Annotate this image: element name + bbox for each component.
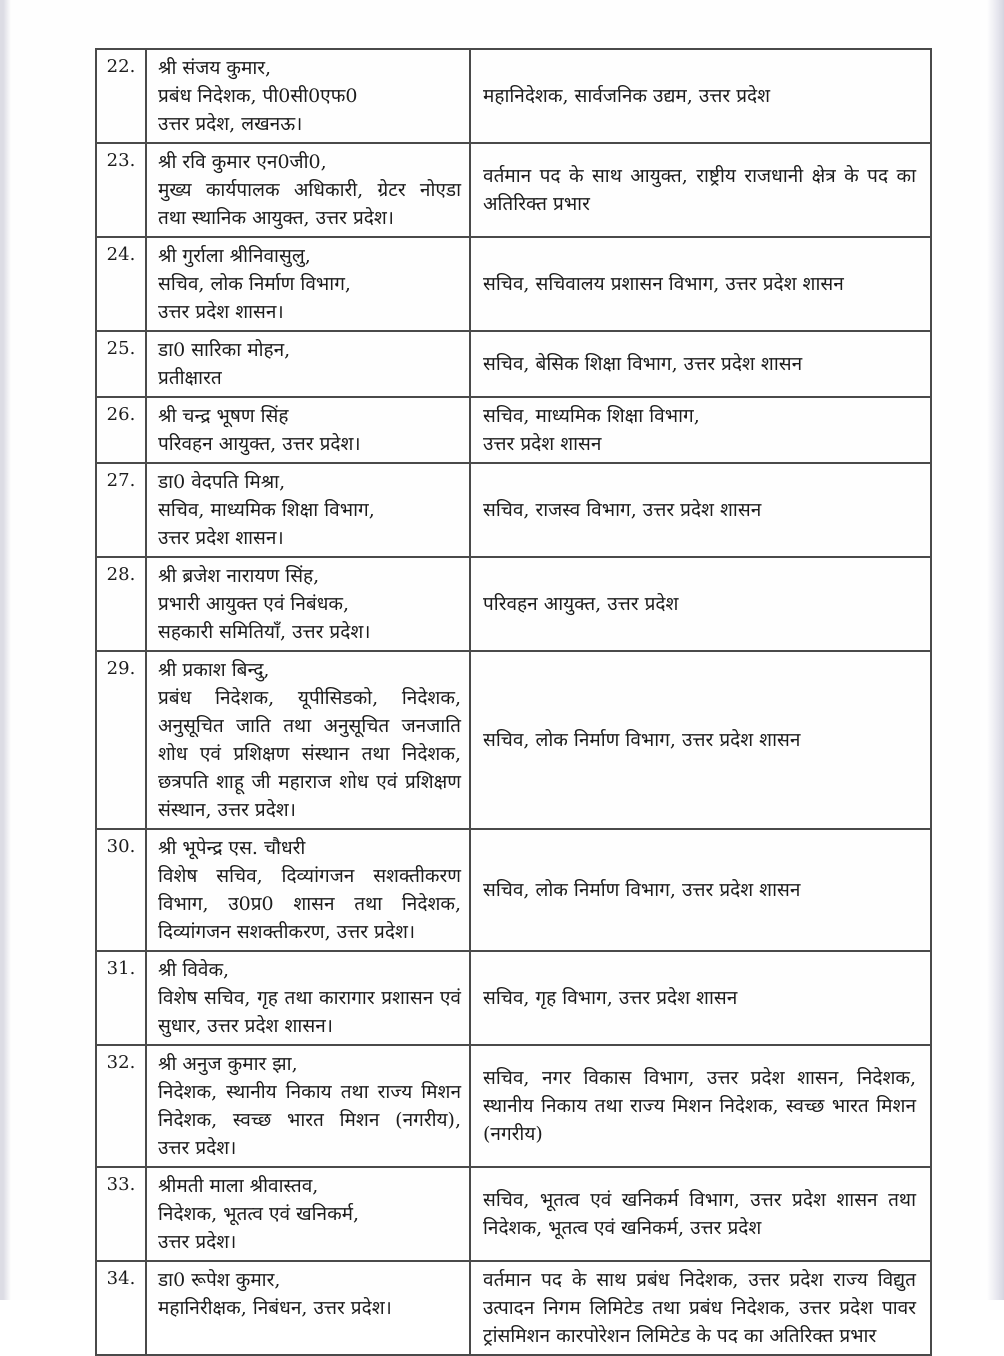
new-posting-cell [471, 144, 930, 236]
serial-number-cell: 30. [97, 830, 147, 950]
cell-text [483, 1186, 916, 1242]
text-line: परिवहन आयुक्त, उत्तर प्रदेश। [158, 433, 361, 455]
cell-text [483, 726, 916, 754]
text-line: छत्रपति शाहू जी महाराज शोध एवं प्रशिक्षण [158, 771, 461, 793]
text-line: श्री विवेक, [158, 959, 230, 981]
text-line: वर्तमान पद के साथ प्रबंध निदेशक, उत्तर प्रदेश राज्य विद्युत [483, 1269, 916, 1291]
text-line: अतिरिक्त प्रभार [483, 193, 590, 215]
serial-number-cell: 23. [97, 144, 147, 236]
table-row [97, 238, 930, 332]
serial-number-cell: 22. [97, 50, 147, 142]
text-line: निदेशक, भूतत्व एवं खनिकर्म, [158, 1203, 360, 1225]
text-line: उत्तर प्रदेश शासन [483, 433, 602, 455]
text-line: सचिव, लोक निर्माण विभाग, [158, 273, 351, 295]
serial-number-cell: 26. [97, 398, 147, 462]
text-line: सचिव, भूतत्व एवं खनिकर्म विभाग, उत्तर प्रदेश शासन तथा [483, 1189, 916, 1211]
text-line: श्री ब्रजेश नारायण सिंह, [158, 565, 320, 587]
text-line: प्रतीक्षारत [158, 367, 222, 389]
current-posting-cell [147, 1046, 471, 1166]
serial-number-cell: 34. [97, 1262, 147, 1354]
cell-text [158, 1172, 461, 1256]
current-posting-cell [147, 332, 471, 396]
text-line: परिवहन आयुक्त, उत्तर प्रदेश [483, 593, 679, 615]
new-posting-cell [471, 1168, 930, 1260]
text-line: श्री रवि कुमार एन0जी0, [158, 151, 327, 173]
text-line: सचिव, लोक निर्माण विभाग, उत्तर प्रदेश शासन [483, 879, 801, 901]
current-posting-cell [147, 652, 471, 828]
table-row [97, 332, 930, 398]
current-posting-cell [147, 238, 471, 330]
transfer-order-table [95, 48, 932, 1356]
text-line: प्रबंध निदेशक, यूपीसिडको, निदेशक, [158, 687, 461, 709]
table-row [97, 1262, 930, 1354]
table-row [97, 464, 930, 558]
new-posting-cell [471, 1046, 930, 1166]
text-line: अनुसूचित जाति तथा अनुसूचित जनजाति [158, 715, 461, 737]
text-line: श्री अनुज कुमार झा, [158, 1053, 298, 1075]
serial-number-cell: 32. [97, 1046, 147, 1166]
cell-text [158, 656, 461, 824]
text-line: सचिव, गृह विभाग, उत्तर प्रदेश शासन [483, 987, 738, 1009]
table-row [97, 952, 930, 1046]
text-line: उत्तर प्रदेश, लखनऊ। [158, 113, 303, 135]
text-line: महानिरीक्षक, निबंधन, उत्तर प्रदेश। [158, 1297, 392, 1319]
text-line: उत्तर प्रदेश शासन। [158, 301, 284, 323]
cell-text [158, 242, 461, 326]
text-line: (नगरीय) [483, 1123, 543, 1145]
scan-edge-right [987, 0, 1004, 1300]
text-line: डा0 रूपेश कुमार, [158, 1269, 281, 1291]
scan-edge-left [0, 0, 11, 1300]
table-row [97, 50, 930, 144]
current-posting-cell [147, 50, 471, 142]
text-line: ट्रांसमिशन कारपोरेशन लिमिटेड के पद का अतिरिक्त प्रभार [483, 1325, 877, 1347]
text-line: निदेशक, स्थानीय निकाय तथा राज्य मिशन [158, 1081, 461, 1103]
serial-number-cell: 33. [97, 1168, 147, 1260]
serial-number-cell: 31. [97, 952, 147, 1044]
cell-text [483, 350, 916, 378]
table-row [97, 558, 930, 652]
cell-text [158, 834, 461, 946]
text-line: मुख्य कार्यपालक अधिकारी, ग्रेटर नोएडा [158, 179, 461, 201]
new-posting-cell [471, 464, 930, 556]
text-line: श्री प्रकाश बिन्दु, [158, 659, 270, 681]
new-posting-cell [471, 558, 930, 650]
text-line: श्री गुर्राला श्रीनिवासुलु, [158, 245, 311, 267]
table-row [97, 1046, 930, 1168]
cell-text [483, 876, 916, 904]
text-line: उत्तर प्रदेश। [158, 1231, 237, 1253]
cell-text [483, 1064, 916, 1148]
new-posting-cell [471, 830, 930, 950]
cell-text [158, 402, 461, 458]
text-line: निदेशक, स्वच्छ भारत मिशन (नगरीय), [158, 1109, 461, 1131]
text-line: प्रबंध निदेशक, पी0सी0एफ0 [158, 85, 358, 107]
cell-text [158, 54, 461, 138]
text-line: सचिव, लोक निर्माण विभाग, उत्तर प्रदेश शासन [483, 729, 801, 751]
text-line: महानिदेशक, सार्वजनिक उद्यम, उत्तर प्रदेश [483, 85, 771, 107]
text-line: प्रभारी आयुक्त एवं निबंधक, [158, 593, 350, 615]
cell-text [158, 336, 461, 392]
new-posting-cell [471, 1262, 930, 1354]
text-line: संस्थान, उत्तर प्रदेश। [158, 799, 296, 821]
current-posting-cell [147, 558, 471, 650]
cell-text [483, 984, 916, 1012]
text-line: सचिव, बेसिक शिक्षा विभाग, उत्तर प्रदेश शासन [483, 353, 803, 375]
cell-text [158, 148, 461, 232]
cell-text [158, 562, 461, 646]
text-line: दिव्यांगजन सशक्तीकरण, उत्तर प्रदेश। [158, 921, 416, 943]
text-line: उत्तर प्रदेश। [158, 1137, 237, 1159]
table-row [97, 652, 930, 830]
table-row [97, 830, 930, 952]
current-posting-cell [147, 1168, 471, 1260]
cell-text [483, 270, 916, 298]
text-line: स्थानीय निकाय तथा राज्य मिशन निदेशक, स्वच्छ भारत मिशन [483, 1095, 916, 1117]
text-line: सचिव, राजस्व विभाग, उत्तर प्रदेश शासन [483, 499, 762, 521]
cell-text [483, 162, 916, 218]
current-posting-cell [147, 1262, 471, 1354]
serial-number-cell: 28. [97, 558, 147, 650]
new-posting-cell [471, 952, 930, 1044]
new-posting-cell [471, 50, 930, 142]
text-line: शोध एवं प्रशिक्षण संस्थान तथा निदेशक, [158, 743, 461, 765]
current-posting-cell [147, 952, 471, 1044]
text-line: सचिव, माध्यमिक शिक्षा विभाग, [158, 499, 375, 521]
cell-text [483, 1266, 916, 1350]
text-line: उत्तर प्रदेश शासन। [158, 527, 284, 549]
current-posting-cell [147, 464, 471, 556]
text-line: डा0 वेदपति मिश्रा, [158, 471, 286, 493]
cell-text [483, 590, 916, 618]
serial-number-cell: 27. [97, 464, 147, 556]
text-line: सहकारी समितियाँ, उत्तर प्रदेश। [158, 621, 371, 643]
table-row [97, 1168, 930, 1262]
current-posting-cell [147, 398, 471, 462]
table-row [97, 398, 930, 464]
text-line: निदेशक, भूतत्व एवं खनिकर्म, उत्तर प्रदेश [483, 1217, 762, 1239]
cell-text [483, 82, 916, 110]
serial-number-cell: 25. [97, 332, 147, 396]
text-line: विशेष सचिव, गृह तथा कारागार प्रशासन एवं [158, 987, 461, 1009]
text-line: वर्तमान पद के साथ आयुक्त, राष्ट्रीय राजधानी क्षेत्र के पद का [483, 165, 916, 187]
new-posting-cell [471, 652, 930, 828]
text-line: श्री संजय कुमार, [158, 57, 272, 79]
cell-text [483, 496, 916, 524]
cell-text [158, 468, 461, 552]
text-line: सुधार, उत्तर प्रदेश शासन। [158, 1015, 333, 1037]
text-line: श्री भूपेन्द्र एस. चौधरी [158, 837, 306, 859]
cell-text [158, 1050, 461, 1162]
new-posting-cell [471, 332, 930, 396]
text-line: श्री चन्द्र भूषण सिंह [158, 405, 289, 427]
new-posting-cell [471, 398, 930, 462]
text-line: तथा स्थानिक आयुक्त, उत्तर प्रदेश। [158, 207, 395, 229]
text-line: डा0 सारिका मोहन, [158, 339, 291, 361]
text-line: विशेष सचिव, दिव्यांगजन सशक्तीकरण [158, 865, 461, 887]
text-line: सचिव, नगर विकास विभाग, उत्तर प्रदेश शासन, निदेशक, [483, 1067, 916, 1089]
text-line: सचिव, माध्यमिक शिक्षा विभाग, [483, 405, 700, 427]
text-line: सचिव, सचिवालय प्रशासन विभाग, उत्तर प्रदेश शासन [483, 273, 844, 295]
serial-number-cell: 29. [97, 652, 147, 828]
current-posting-cell [147, 830, 471, 950]
text-line: विभाग, उ0प्र0 शासन तथा निदेशक, [158, 893, 461, 915]
new-posting-cell [471, 238, 930, 330]
cell-text [483, 402, 916, 458]
cell-text [158, 1266, 461, 1322]
serial-number-cell: 24. [97, 238, 147, 330]
current-posting-cell [147, 144, 471, 236]
text-line: श्रीमती माला श्रीवास्तव, [158, 1175, 319, 1197]
cell-text [158, 956, 461, 1040]
table-row [97, 144, 930, 238]
text-line: उत्पादन निगम लिमिटेड तथा प्रबंध निदेशक, उत्तर प्रदेश पावर [483, 1297, 916, 1319]
